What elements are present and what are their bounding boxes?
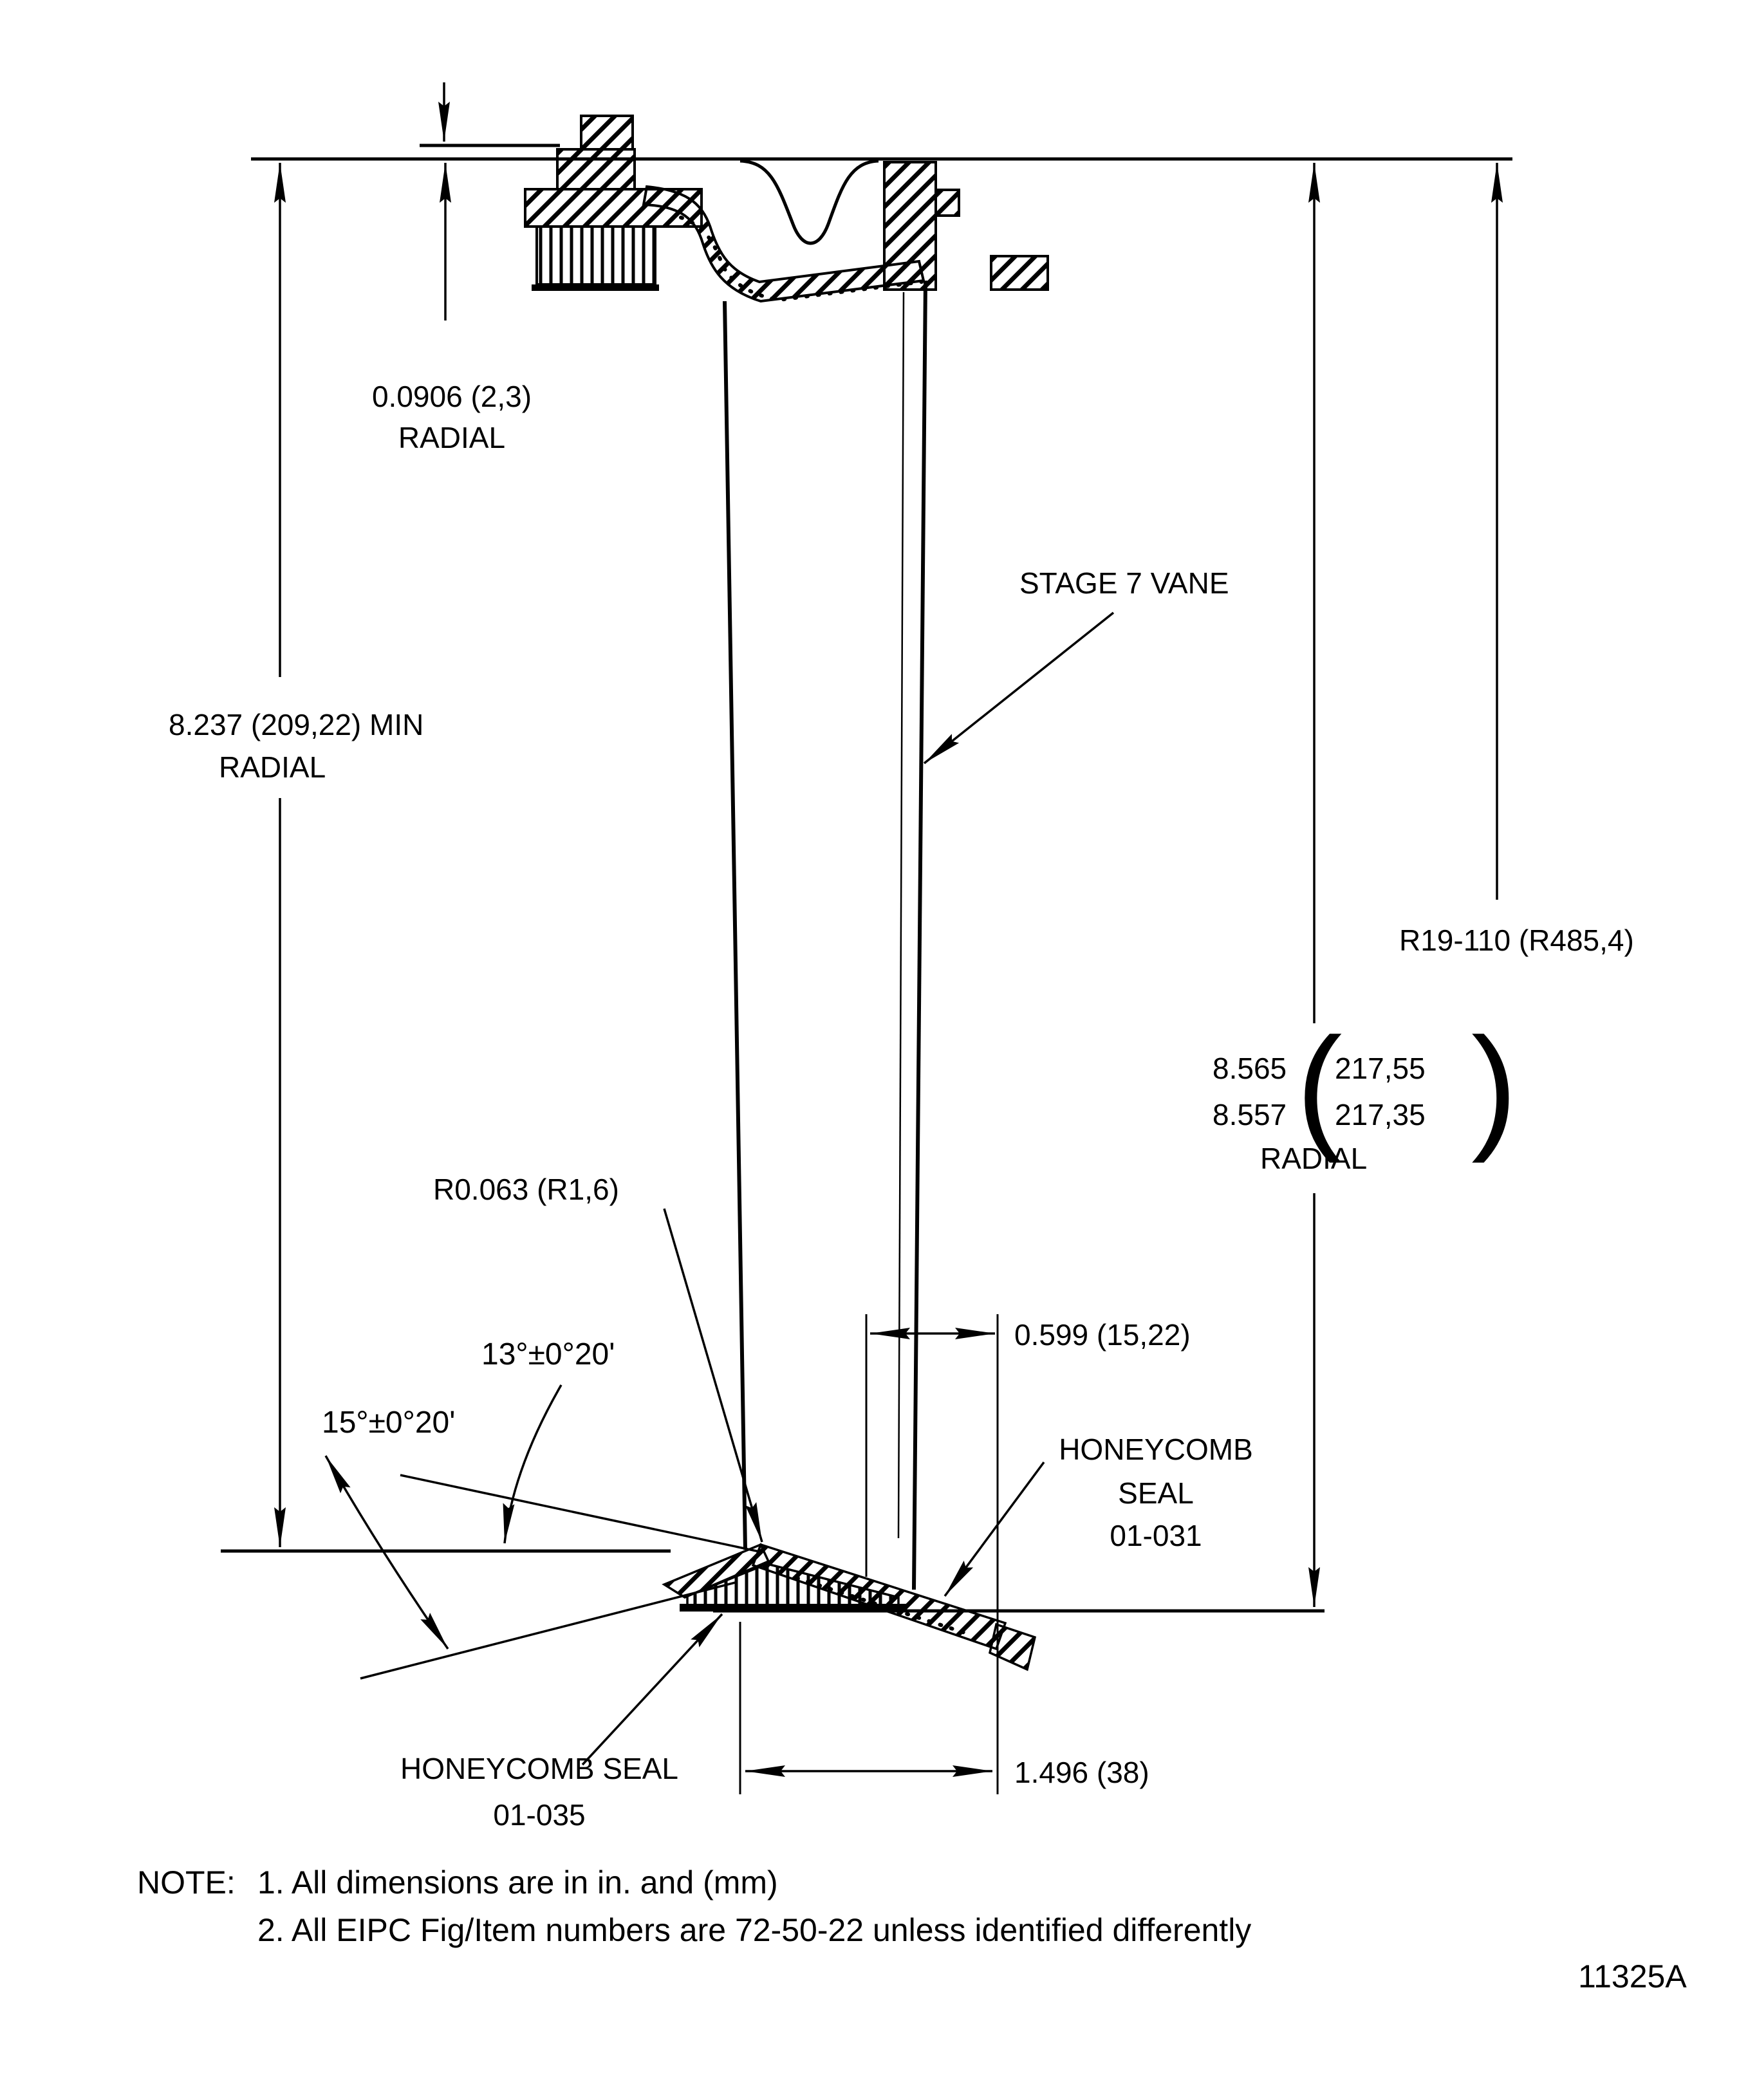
seal-radial-qualifier: RADIAL [1260,1142,1368,1175]
outer-right-stub [991,256,1048,290]
vane-trailing-edge-line [914,281,925,1590]
callout-angle-13: 13°±0°20' [481,1337,615,1371]
callout-seal-radial [1213,1008,1518,1175]
seal-01-031-line1: HONEYCOMB [1059,1433,1253,1466]
seal-01-031-line2: SEAL [1118,1476,1194,1510]
callout-radial-gap-value: 0.0906 (2,3) [371,380,532,413]
label-honeycomb-seal-01-031 [1059,1433,1253,1552]
outer-right-flange [884,162,936,290]
outer-shroud-assembly [525,116,1048,301]
leader-fillet-radius [664,1209,762,1542]
callout-seal-width: 1.496 (38) [1014,1756,1149,1789]
seal-radial-lower-mm: 217,35 [1335,1098,1426,1131]
callout-angle-15: 15°±0°20' [322,1406,456,1440]
outer-bracket-tab [581,116,633,149]
vane-airfoil [725,281,925,1590]
seal-radial-paren-open: ( [1296,1008,1343,1164]
callout-radial-gap-qualifier: RADIAL [398,421,506,454]
angle-15-construction-line [360,1582,738,1678]
outer-honeycomb-backing [532,284,659,291]
note-heading: NOTE: [137,1864,236,1900]
figure-id: 11325A [1578,1958,1687,1994]
outer-bracket-body [557,149,635,189]
note-item-2: 2. All EIPC Fig/Item numbers are 72-50-22 unless identified differently [257,1912,1252,1948]
angle-13-arc [505,1385,561,1543]
platform-pocket-outline [740,161,879,243]
callout-fillet-radius: R0.063 (R1,6) [433,1173,619,1206]
seal-radial-paren-close: ) [1471,1008,1518,1164]
vane-trailing-inner-line [898,292,904,1538]
seal-radial-lower-in: 8.557 [1213,1098,1287,1131]
outer-honeycomb-block [537,227,655,284]
callout-stage7-vane: STAGE 7 VANE [1019,566,1229,600]
seal-radial-upper-in: 8.565 [1213,1052,1287,1085]
leader-seal-01-035 [582,1614,722,1765]
callout-min-radial-value: 8.237 (209,22) MIN [169,708,424,741]
callout-seal-offset: 0.599 (15,22) [1014,1318,1191,1352]
note-item-1: 1. All dimensions are in in. and (mm) [257,1864,778,1900]
callout-case-radius: R19-110 (R485,4) [1399,924,1634,957]
leader-seal-01-031 [945,1462,1044,1596]
dimension-lines [280,82,1497,1794]
seal-01-035-line2: 01-035 [493,1798,586,1832]
seal-01-035-line1: HONEYCOMB SEAL [400,1752,678,1785]
leader-stage7-vane [924,613,1113,763]
outer-right-flange-tab [936,190,959,216]
notes-block [137,1864,1251,1948]
vane-leading-edge-line [725,301,745,1550]
label-honeycomb-seal-01-035 [400,1752,678,1832]
angle-13-construction-line [400,1475,763,1552]
callout-min-radial-qualifier: RADIAL [219,750,326,784]
seal-01-031-line3: 01-031 [1110,1519,1202,1552]
honeycomb-seal-backing [680,1604,906,1612]
seal-radial-upper-mm: 217,55 [1335,1052,1426,1085]
inner-shroud-assembly [664,1545,1035,1669]
